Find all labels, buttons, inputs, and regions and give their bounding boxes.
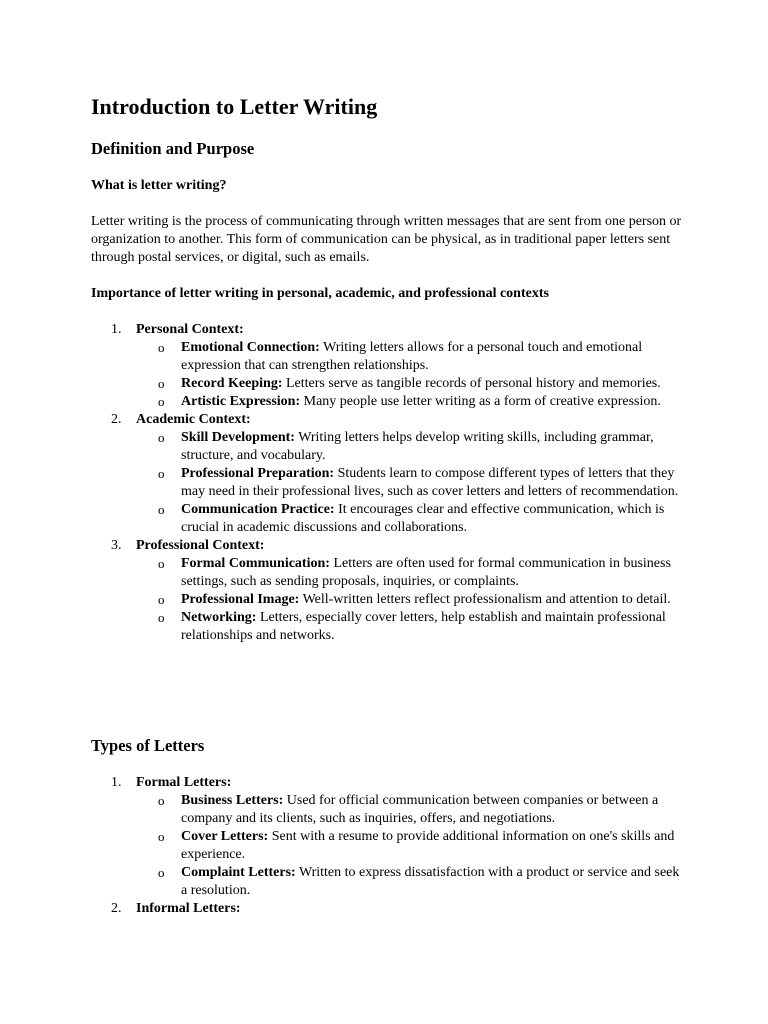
section-heading-types: Types of Letters [91,736,205,755]
sub-list-item [136,465,681,501]
subheading-what-is: What is letter writing? [91,178,227,193]
types-list [91,774,691,918]
list-number: 1. [111,775,122,790]
list-number: 2. [111,901,122,916]
sub-list [136,555,691,645]
sub-item-term: Emotional Connection: [181,340,320,355]
list-item-label: Informal Letters: [136,901,241,916]
sub-list-item [136,429,681,465]
sub-item-text: Letters serve as tangible records of personal history and memories. [282,376,661,391]
document-title: Introduction to Letter Writing [91,94,378,119]
bullet-icon: o [158,376,165,391]
sub-item-text: Letters are often used for formal communication in business settings, such as sending proposals, inquiries, or complaints. [181,556,671,589]
sub-item-term: Artistic Expression: [181,394,301,409]
sub-list-item [136,555,681,591]
list-item-label: Professional Context: [136,538,265,553]
list-item-label: Academic Context: [136,412,251,427]
sub-list-item [136,393,681,411]
section-heading-definition: Definition and Purpose [91,139,255,158]
sub-list-item [136,501,681,537]
sub-item-text: Well-written letters reflect professionalism and attention to detail. [299,592,671,607]
sub-list [136,429,691,537]
importance-list [91,321,691,645]
sub-item-term: Record Keeping: [181,376,283,391]
definition-paragraph: Letter writing is the process of communicating through written messages that are sent from one person or organization to another. This form of communication can be physical, as in traditional paper letters sent through postal services, or digital, such as emails. [91,214,682,265]
list-item [91,537,691,645]
sub-item-term: Communication Practice: [181,502,335,517]
sub-item-text: Writing letters allows for a personal touch and emotional expression that can strengthen relationships. [181,340,643,373]
bullet-icon: o [158,610,165,625]
bullet-icon: o [158,466,165,481]
list-number: 3. [111,538,122,553]
sub-item-text: Sent with a resume to provide additional information on one's skills and experience. [181,829,675,862]
sub-item-text: Used for official communication between companies or between a company and its clients, such as inquiries, offers, and negotiations. [181,793,659,826]
bullet-icon: o [158,340,165,355]
sub-item-term: Professional Preparation: [181,466,335,481]
list-item [91,774,691,900]
sub-item-term: Networking: [181,610,257,625]
bullet-icon: o [158,829,165,844]
sub-item-term: Business Letters: [181,793,284,808]
bullet-icon: o [158,793,165,808]
list-item [91,321,691,411]
sub-list-item [136,828,681,864]
sub-item-text: It encourages clear and effective communication, which is crucial in academic discussions and collaborations. [181,502,665,535]
list-item [91,411,691,537]
list-item-label: Formal Letters: [136,775,232,790]
sub-list-item [136,591,681,609]
list-number: 1. [111,322,122,337]
bullet-icon: o [158,592,165,607]
bullet-icon: o [158,430,165,445]
sub-list [136,792,691,900]
bullet-icon: o [158,394,165,409]
bullet-icon: o [158,556,165,571]
sub-list-item [136,864,681,900]
sub-item-text: Students learn to compose different types of letters that they may need in their professional lives, such as cover letters and letters of recommendation. [181,466,679,499]
list-item-label: Personal Context: [136,322,244,337]
sub-item-text: Writing letters helps develop writing skills, including grammar, structure, and vocabulary. [181,430,654,463]
sub-list-item [136,339,681,375]
sub-item-term: Formal Communication: [181,556,330,571]
subheading-importance: Importance of letter writing in personal, academic, and professional contexts [91,286,549,301]
sub-item-term: Complaint Letters: [181,865,296,880]
sub-item-text: Written to express dissatisfaction with a product or service and seek a resolution. [181,865,680,898]
sub-item-text: Letters, especially cover letters, help establish and maintain professional relationships and networks. [181,610,666,643]
sub-list [136,339,691,411]
sub-list-item [136,375,681,393]
bullet-icon: o [158,865,165,880]
bullet-icon: o [158,502,165,517]
sub-item-term: Professional Image: [181,592,300,607]
sub-item-term: Cover Letters: [181,829,269,844]
sub-item-term: Skill Development: [181,430,295,445]
list-item [91,900,691,918]
sub-list-item [136,609,681,645]
sub-item-text: Many people use letter writing as a form of creative expression. [300,394,661,409]
list-number: 2. [111,412,122,427]
sub-list-item [136,792,681,828]
